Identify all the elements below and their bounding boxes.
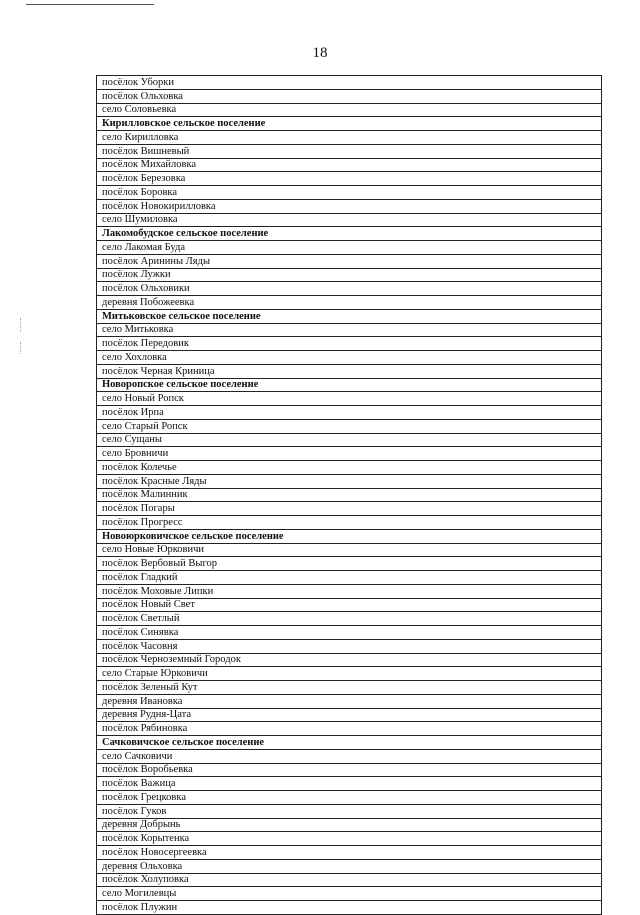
settlement-row bbox=[97, 763, 602, 777]
settlements-table-body bbox=[97, 76, 602, 915]
settlement-row bbox=[97, 694, 602, 708]
settlement-row bbox=[97, 254, 602, 268]
settlement-name-cell: посёлок Аринины Ляды bbox=[97, 254, 602, 268]
settlement-row bbox=[97, 364, 602, 378]
settlement-row bbox=[97, 887, 602, 901]
settlement-row bbox=[97, 846, 602, 860]
settlement-name-cell: деревня Побожеевка bbox=[97, 296, 602, 310]
settlement-name-cell: посёлок Ольховики bbox=[97, 282, 602, 296]
settlement-name-cell: посёлок Колечье bbox=[97, 461, 602, 475]
section-header-row bbox=[97, 309, 602, 323]
scan-margin-mark bbox=[20, 318, 22, 332]
settlement-row bbox=[97, 447, 602, 461]
settlement-name-cell: посёлок Черная Криница bbox=[97, 364, 602, 378]
settlement-row bbox=[97, 598, 602, 612]
settlement-row bbox=[97, 406, 602, 420]
section-header-cell: Сачковичское сельское поселение bbox=[97, 736, 602, 750]
settlement-row bbox=[97, 639, 602, 653]
settlement-row bbox=[97, 323, 602, 337]
settlement-name-cell: посёлок Ирпа bbox=[97, 406, 602, 420]
settlement-row bbox=[97, 502, 602, 516]
section-header-row bbox=[97, 736, 602, 750]
settlement-name-cell: посёлок Важица bbox=[97, 777, 602, 791]
settlement-row bbox=[97, 818, 602, 832]
settlement-row bbox=[97, 777, 602, 791]
settlement-name-cell: посёлок Холуповка bbox=[97, 873, 602, 887]
settlement-row bbox=[97, 172, 602, 186]
section-header-row bbox=[97, 227, 602, 241]
settlement-name-cell: посёлок Часовня bbox=[97, 639, 602, 653]
settlement-name-cell: посёлок Ольховка bbox=[97, 89, 602, 103]
section-header-cell: Лакомобудское сельское поселение bbox=[97, 227, 602, 241]
settlement-row bbox=[97, 337, 602, 351]
settlement-row bbox=[97, 296, 602, 310]
settlement-row bbox=[97, 392, 602, 406]
settlement-row bbox=[97, 199, 602, 213]
settlement-row bbox=[97, 213, 602, 227]
settlement-name-cell: посёлок Моховые Липки bbox=[97, 584, 602, 598]
settlement-row bbox=[97, 667, 602, 681]
settlement-name-cell: село Митьковка bbox=[97, 323, 602, 337]
settlement-row bbox=[97, 859, 602, 873]
settlement-name-cell: посёлок Воробьевка bbox=[97, 763, 602, 777]
settlement-row bbox=[97, 241, 602, 255]
section-header-cell: Новоюрковичское сельское поселение bbox=[97, 529, 602, 543]
settlement-row bbox=[97, 488, 602, 502]
section-header-cell: Кирилловское сельское поселение bbox=[97, 117, 602, 131]
settlement-name-cell: посёлок Плужин bbox=[97, 901, 602, 915]
settlement-name-cell: посёлок Вишневый bbox=[97, 144, 602, 158]
settlement-name-cell: село Сачковичи bbox=[97, 749, 602, 763]
settlement-row bbox=[97, 419, 602, 433]
settlement-name-cell: посёлок Красные Ляды bbox=[97, 474, 602, 488]
section-header-cell: Митьковское сельское поселение bbox=[97, 309, 602, 323]
settlement-name-cell: село Новый Ропск bbox=[97, 392, 602, 406]
settlement-name-cell: село Старый Ропск bbox=[97, 419, 602, 433]
settlement-row bbox=[97, 103, 602, 117]
settlement-name-cell: посёлок Передовик bbox=[97, 337, 602, 351]
settlement-row bbox=[97, 433, 602, 447]
settlement-row bbox=[97, 89, 602, 103]
settlement-name-cell: посёлок Гуков bbox=[97, 804, 602, 818]
settlement-row bbox=[97, 681, 602, 695]
settlement-name-cell: посёлок Новый Свет bbox=[97, 598, 602, 612]
settlement-name-cell: посёлок Вербовый Выгор bbox=[97, 557, 602, 571]
settlement-name-cell: село Хохловка bbox=[97, 351, 602, 365]
settlement-name-cell: посёлок Новосергеевка bbox=[97, 846, 602, 860]
section-header-row bbox=[97, 529, 602, 543]
settlement-row bbox=[97, 351, 602, 365]
section-header-row bbox=[97, 378, 602, 392]
settlement-name-cell: посёлок Корытенка bbox=[97, 832, 602, 846]
settlement-name-cell: посёлок Новокирилловка bbox=[97, 199, 602, 213]
settlement-name-cell: посёлок Прогресс bbox=[97, 516, 602, 530]
settlement-name-cell: деревня Ивановка bbox=[97, 694, 602, 708]
settlement-row bbox=[97, 722, 602, 736]
settlement-row bbox=[97, 474, 602, 488]
settlement-name-cell: село Соловьевка bbox=[97, 103, 602, 117]
settlement-row bbox=[97, 653, 602, 667]
settlement-row bbox=[97, 158, 602, 172]
settlement-name-cell: посёлок Светлый bbox=[97, 612, 602, 626]
settlement-row bbox=[97, 571, 602, 585]
settlement-row bbox=[97, 543, 602, 557]
settlement-name-cell: село Шумиловка bbox=[97, 213, 602, 227]
section-header-cell: Новоропское сельское поселение bbox=[97, 378, 602, 392]
settlement-row bbox=[97, 873, 602, 887]
settlement-row bbox=[97, 268, 602, 282]
settlement-row bbox=[97, 282, 602, 296]
settlement-name-cell: посёлок Лужки bbox=[97, 268, 602, 282]
settlement-row bbox=[97, 461, 602, 475]
settlement-row bbox=[97, 626, 602, 640]
settlement-name-cell: посёлок Зеленый Кут bbox=[97, 681, 602, 695]
settlement-name-cell: посёлок Боровка bbox=[97, 186, 602, 200]
settlement-name-cell: посёлок Уборки bbox=[97, 76, 602, 90]
settlement-row bbox=[97, 557, 602, 571]
settlement-name-cell: посёлок Синявка bbox=[97, 626, 602, 640]
settlement-name-cell: село Бровничи bbox=[97, 447, 602, 461]
settlement-name-cell: посёлок Черноземный Городок bbox=[97, 653, 602, 667]
settlement-row bbox=[97, 708, 602, 722]
settlement-name-cell: посёлок Рябиновка bbox=[97, 722, 602, 736]
settlement-row bbox=[97, 791, 602, 805]
settlement-name-cell: посёлок Грецковка bbox=[97, 791, 602, 805]
header-rule bbox=[26, 4, 154, 5]
scan-margin-mark bbox=[20, 342, 22, 354]
settlement-row bbox=[97, 186, 602, 200]
settlement-name-cell: село Кирилловка bbox=[97, 131, 602, 145]
settlement-row bbox=[97, 584, 602, 598]
settlement-name-cell: посёлок Березовка bbox=[97, 172, 602, 186]
settlement-name-cell: посёлок Малинник bbox=[97, 488, 602, 502]
settlement-name-cell: село Новые Юрковичи bbox=[97, 543, 602, 557]
settlement-name-cell: село Лакомая Буда bbox=[97, 241, 602, 255]
settlement-row bbox=[97, 901, 602, 915]
settlement-name-cell: село Могилевцы bbox=[97, 887, 602, 901]
settlement-name-cell: деревня Добрынь bbox=[97, 818, 602, 832]
settlement-name-cell: посёлок Гладкий bbox=[97, 571, 602, 585]
settlement-name-cell: деревня Ольховка bbox=[97, 859, 602, 873]
settlement-row bbox=[97, 749, 602, 763]
settlement-row bbox=[97, 131, 602, 145]
settlement-row bbox=[97, 804, 602, 818]
settlement-row bbox=[97, 76, 602, 90]
settlement-name-cell: село Старые Юрковичи bbox=[97, 667, 602, 681]
settlement-row bbox=[97, 832, 602, 846]
section-header-row bbox=[97, 117, 602, 131]
page-number: 18 bbox=[312, 45, 328, 61]
settlement-name-cell: посёлок Погары bbox=[97, 502, 602, 516]
settlement-name-cell: посёлок Михайловка bbox=[97, 158, 602, 172]
settlement-row bbox=[97, 612, 602, 626]
settlement-name-cell: село Сущаны bbox=[97, 433, 602, 447]
settlement-row bbox=[97, 144, 602, 158]
settlement-name-cell: деревня Рудня-Цата bbox=[97, 708, 602, 722]
settlement-row bbox=[97, 516, 602, 530]
settlements-table bbox=[96, 75, 602, 915]
